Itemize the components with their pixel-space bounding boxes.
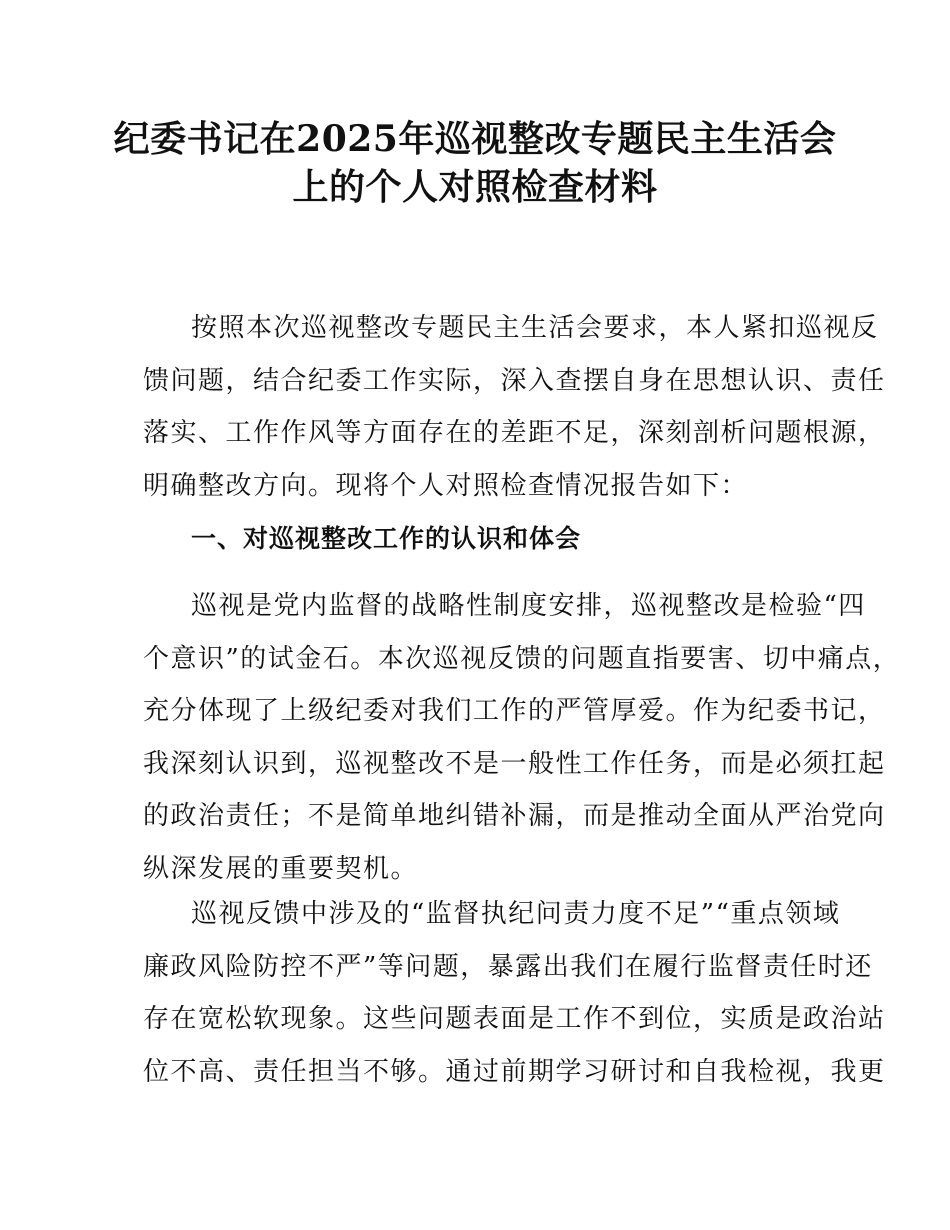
paragraph-intro xyxy=(143,302,886,512)
paragraph-line: 明确整改方向。现将个人对照检查情况报告如下： xyxy=(143,470,749,501)
paragraph-line: 按照本次巡视整改专题民主生活会要求，本人紧扣巡视反 xyxy=(191,313,879,343)
paragraph-line: 我深刻认识到，巡视整改不是一般性工作任务，而是必须扛起 xyxy=(143,748,886,779)
paragraph-line: 位不高、责任担当不够。通过前期学习研讨和自我检视，我更 xyxy=(143,1056,886,1087)
title-line: 上的个人对照检查材料 xyxy=(292,166,658,208)
paragraph-line: 落实、工作作风等方面存在的差距不足，深刻剖析问题根源， xyxy=(143,418,886,448)
section-heading: 一、对巡视整改工作的认识和体会 xyxy=(191,524,582,553)
paragraph-line: 廉政风险防控不严”等问题，暴露出我们在履行监督责任时还 xyxy=(143,951,873,982)
paragraph-line: 馈问题，结合纪委工作实际，深入查摆自身在思想认识、责任 xyxy=(143,365,886,396)
paragraph-issues xyxy=(143,888,886,1098)
paragraph-line: 充分体现了上级纪委对我们工作的严管厚爱。作为纪委书记， xyxy=(143,696,886,726)
document-title xyxy=(110,115,840,211)
paragraph-line: 巡视是党内监督的战略性制度安排，巡视整改是检验“四 xyxy=(191,591,866,621)
paragraph-line: 的政治责任；不是简单地纠错补漏，而是推动全面从严治党向 xyxy=(143,801,886,831)
paragraph-line: 存在宽松软现象。这些问题表面是工作不到位，实质是政治站 xyxy=(143,1004,886,1034)
title-line: 纪委书记在2025年巡视整改专题民主生活会 xyxy=(113,118,837,160)
paragraph-understanding xyxy=(143,580,901,895)
paragraph-line: 个意识”的试金石。本次巡视反馈的问题直指要害、切中痛点， xyxy=(143,643,901,674)
paragraph-line: 纵深发展的重要契机。 xyxy=(143,853,419,884)
paragraph-line: 巡视反馈中涉及的“监督执纪问责力度不足”“重点领域 xyxy=(191,899,841,929)
